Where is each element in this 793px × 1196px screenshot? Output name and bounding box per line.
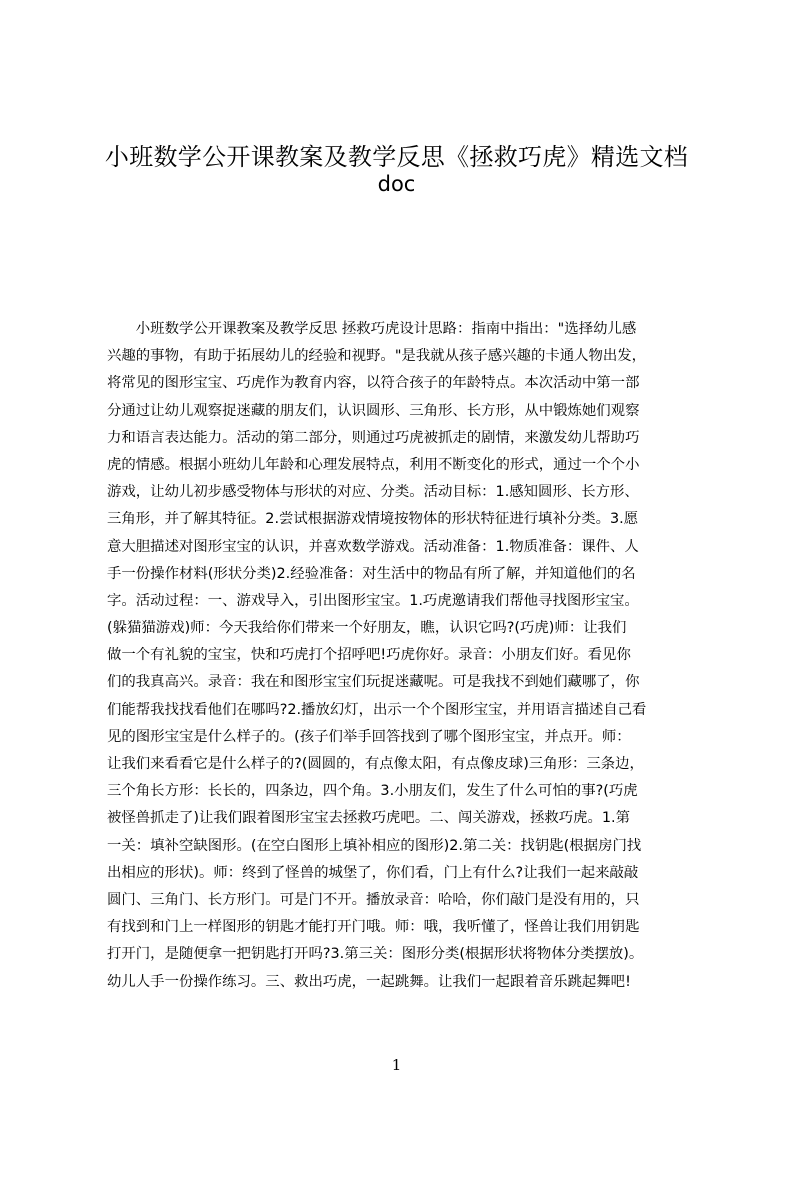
body-line: 三个角长方形：长长的，四条边，四个角。3.小朋友们，发生了什么可怕的事?(巧虎	[107, 783, 638, 800]
body-line: 被怪兽抓走了)让我们跟着图形宝宝去拯救巧虎吧。二、闯关游戏，拯救巧虎。1.第	[107, 810, 631, 827]
document-title-suffix: doc	[377, 172, 416, 196]
body-line: 出相应的形状)。师：终到了怪兽的城堡了，你们看，门上有什么?让我们一起来敲敲	[107, 864, 639, 881]
body-line: 字。活动过程：一、游戏导入，引出图形宝宝。1.巧虎邀请我们帮他寻找图形宝宝。	[107, 592, 639, 609]
body-line: 虎的情感。根据小班幼儿年龄和心理发展特点，利用不断变化的形式，通过一个个小	[107, 456, 640, 473]
body-line: 打开门，是随便拿一把钥匙打开吗?3.第三关：图形分类(根据形状将物体分类摆放)。	[107, 946, 644, 963]
body-line: 做一个有礼貌的宝宝，快和巧虎打个招呼吧!巧虎你好。录音：小朋友们好。看见你	[107, 647, 631, 664]
body-line: 游戏，让幼儿初步感受物体与形状的对应、分类。活动目标：1.感知圆形、长方形、	[107, 484, 639, 501]
body-line: 有找到和门上一样图形的钥匙才能打开门哦。师：哦，我听懂了，怪兽让我们用钥匙	[107, 919, 640, 936]
body-line: 让我们来看看它是什么样子的?(圆圆的，有点像太阳，有点像皮球)三角形：三条边，	[107, 756, 644, 772]
body-line: 分通过让幼儿观察捉迷藏的朋友们，认识圆形、三角形、长方形，从中锻炼她们观察	[107, 402, 640, 419]
body-line: 三角形，并了解其特征。2.尝试根据游戏情境按物体的形状特征进行填补分类。3.愿	[107, 511, 639, 528]
body-line: 将常见的图形宝宝、巧虎作为教育内容，以符合孩子的年龄特点。本次活动中第一部	[107, 375, 640, 392]
body-line: (躲猫猫游戏)师：今天我给你们带来一个好朋友，瞧，认识它吗?(巧虎)师：让我们	[107, 620, 627, 637]
body-line: 手一份操作材料(形状分类)2.经验准备：对生活中的物品有所了解，并知道他们的名	[107, 565, 636, 582]
document-title: 小班数学公开课教案及教学反思《拯救巧虎》精选文档	[104, 143, 689, 171]
body-line: 力和语言表达能力。活动的第二部分，则通过巧虎被抓走的剧情，来激发幼儿帮助巧	[107, 429, 640, 446]
body-line: 意大胆描述对图形宝宝的认识，并喜欢数学游戏。活动准备：1.物质准备：课件、人	[107, 538, 639, 555]
body-line: 兴趣的事物，有助于拓展幼儿的经验和视野。"是我就从孩子感兴趣的卡通人物出发，	[107, 348, 647, 365]
page-number: 1	[391, 1056, 402, 1074]
body-line: 见的图形宝宝是什么样子的。(孩子们举手回答找到了哪个图形宝宝，并点开。师：	[107, 728, 631, 745]
body-line: 小班数学公开课教案及教学反思 拯救巧虎设计思路：指南中指出："选择幼儿感	[107, 321, 637, 337]
body-line: 圆门、三角门、长方形门。可是门不开。播放录音：哈哈，你们敲门是没有用的，只	[107, 891, 640, 908]
body-line: 们能帮我找找看他们在哪吗?2.播放幻灯，出示一个个图形宝宝，并用语言描述自己看	[107, 701, 647, 718]
body-line: 幼儿人手一份操作练习。三、救出巧虎，一起跳舞。让我们一起跟着音乐跳起舞吧!	[107, 973, 631, 990]
body-line: 一关：填补空缺图形。(在空白图形上填补相应的图形)2.第二关：找钥匙(根据房门找	[107, 837, 642, 854]
body-line: 们的我真高兴。录音：我在和图形宝宝们玩捉迷藏呢。可是我找不到她们藏哪了，你	[107, 674, 640, 691]
